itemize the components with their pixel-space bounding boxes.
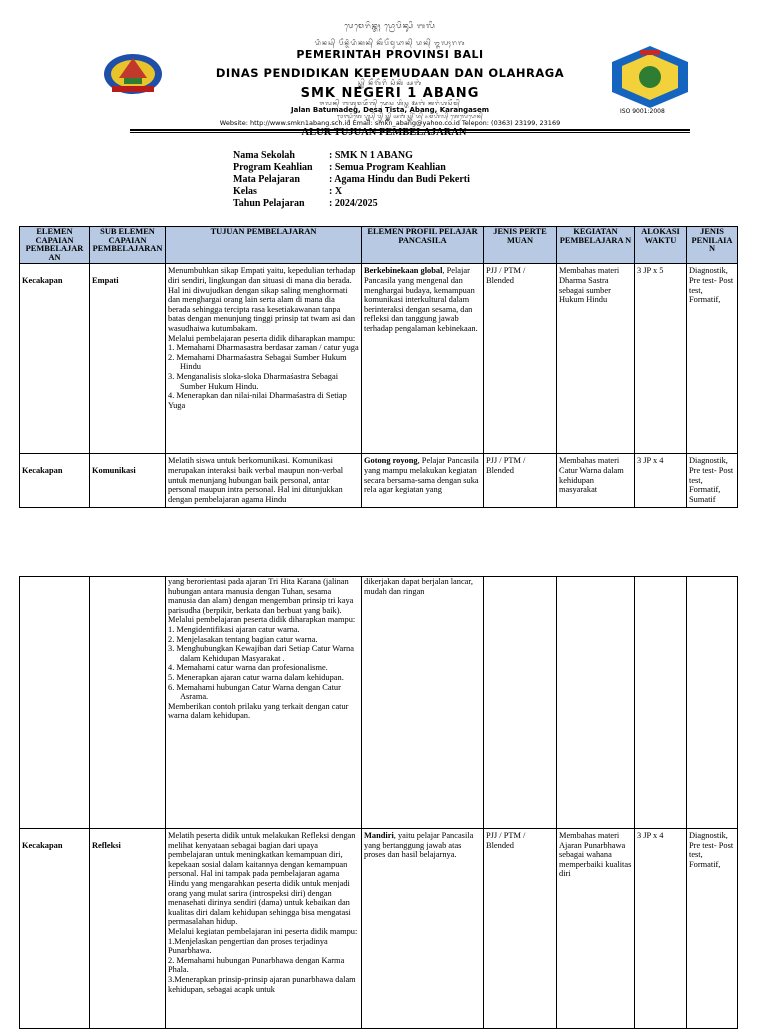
cell-tujuan (166, 577, 362, 829)
cell-sub-elemen: Empati (90, 264, 166, 454)
header-alokasi: ALOKASI WAKTU (635, 227, 687, 264)
tujuan-close: Memberikan contoh prilaku yang terkait dengan catur warna dalam kehidupan. (168, 701, 349, 721)
cell-penilaian (687, 577, 738, 829)
cell-elemen: Kecakapan (20, 829, 90, 1029)
list-item: 6. Memahami hubungan Catur Warna dengan Catur Asrama. (168, 682, 341, 702)
cell-penilaian: Diagnostik, Pre test- Post test, Formatif, (687, 829, 738, 1029)
aksara-school: ᬲ᭄ᬫ᭄ᬓ᭄ ᬦᭂᬕᭂᬭᬶ ᬲᬶᬓᬶ ᬅᬩᬂ (357, 81, 423, 87)
tujuan-intro: yang berorientasi pada ajaran Tri Hita Karana (jalinan hubungan antara manusia dengan Tuhan, sesama manusia dan alam) dengan mengemban prinsip tri kaya parisudha (berpikir, berkata dan berbuat yang baik). (168, 577, 354, 615)
list-item: 4. Menerapkan dan nilai-nilai Dharmaśastra di Setiap Yuga (168, 391, 347, 410)
cell-sub-elemen: Komunikasi (90, 454, 166, 508)
cell-elemen: Kecakapan (20, 264, 90, 454)
info-value: : Agama Hindu dan Budi Pekerti (329, 174, 470, 185)
cell-profil (362, 829, 484, 1029)
cell-profil (362, 454, 484, 508)
cell-kegiatan: Membahas materi Ajaran Punarbhawa sebagai wahana memperbaiki kualitas diri (557, 829, 635, 1029)
profil-dimension: Mandiri (364, 831, 394, 840)
list-item: 1. Memahami Dharmasastra berdasar zaman / catur yuga (168, 343, 359, 353)
cell-kegiatan: Membahas materi Catur Warna dalam kehidupan masyarakat (557, 454, 635, 508)
table-row (20, 454, 738, 508)
cell-penilaian: Diagnostik, Pre test- Post test, Formatif, (687, 264, 738, 454)
list-item: 2. Memahami Dharmaśastra Sebagai Sumber Hukum Hindu (168, 352, 347, 372)
info-row (233, 174, 470, 186)
tujuan-lead: Melalui pembelajaran peserta didik diharapkan mampu: (168, 333, 356, 343)
cell-kegiatan (557, 577, 635, 829)
info-row (233, 198, 470, 210)
list-item: 1. Mengidentifikasi ajaran catur warna. (168, 624, 300, 634)
cell-tujuan (166, 829, 362, 1029)
info-label: Kelas (233, 186, 257, 197)
aksara-dinas: ᬤᬶᬦᬲ᭄ ᬧᭂᬦ᭄ᬤᬶᬤᬶᬓᬦ᭄ ᬓᭂᬧᭂᬫᬸᬤᬵᬦ᭄ ᬤᬦ᭄ ᬑᬮᬄᬭᬕ (314, 41, 466, 47)
info-label: Nama Sekolah (233, 150, 295, 161)
table-row (20, 264, 738, 454)
tujuan-list (168, 625, 359, 702)
cell-elemen (20, 577, 90, 829)
cell-jenis-pertemuan: PJJ / PTM / Blended (484, 454, 557, 508)
tujuan-lead: Melalui kegiatan pembelajaran ini peserta didik mampu: (168, 926, 358, 936)
table-row (20, 829, 738, 1029)
cell-tujuan (166, 264, 362, 454)
info-value: : 2024/2025 (329, 198, 378, 209)
cell-penilaian: Diagnostik, Pre test- Post test, Formatif, Sumatif (687, 454, 738, 508)
tujuan-intro: Menumbuhkan sikap Empati yaitu, kepedulian terhadap diri sendiri, lingkungan dan situasi di mana dia berada. Hal ini diwujudkan dengan sikap saling menghormati dan menghargai orang lain serta alam di mana dia berada sehingga tercipta rasa kesetiakawanan tanpa batas dengan menunjung tinggi prinsip tat twam asi dan wasudhaiwa kutumbakam. (168, 266, 356, 333)
cell-jenis-pertemuan: PJJ / PTM / Blended (484, 829, 557, 1029)
cell-elemen: Kecakapan (20, 454, 90, 508)
header-tujuan: TUJUAN PEMBELAJARAN (166, 227, 362, 264)
info-label: Mata Pelajaran (233, 174, 300, 185)
header-sub-elemen: SUB ELEMEN CAPAIAN PEMBELAJARAN (90, 227, 166, 264)
info-label: Program Keahlian (233, 162, 313, 173)
cell-profil (362, 264, 484, 454)
profil-description: , yaitu pelajar Pancasila yang bertanggung jawab atas proses dan hasil belajarnya. (364, 831, 474, 860)
info-value: : X (329, 186, 343, 197)
cell-tujuan: Melatih siswa untuk berkomunikasi. Komunikasi merupakan interaksi baik verbal maupun non-verbal untuk menunjang hubungan baik personal, antar personal maupun intra personal. Hal ini ditunjukkan dengan pembelajaran agama Hindu (166, 454, 362, 508)
government-name: PEMERINTAH PROVINSI BALI (296, 48, 484, 61)
cell-alokasi (635, 577, 687, 829)
letterhead (90, 22, 690, 130)
cell-jenis-pertemuan: PJJ / PTM / Blended (484, 264, 557, 454)
info-value: : SMK N 1 ABANG (329, 150, 413, 161)
document-title: ALUR TUJUAN PEMBELAJARAN (301, 127, 467, 138)
school-logo-icon (610, 44, 690, 110)
header-elemen: ELEMEN CAPAIAN PEMBELAJAR AN (20, 227, 90, 264)
tujuan-intro: Melatih peserta didik untuk melakukan Refleksi dengan melihat kenyataan sebagai bagian dari upaya pembelajaran untuk meningkatkan kemampuan diri, kepekaan sosial dalam kaitannya dengan kemampuan personal. Hal ini tampak pada pembelajaran agama Hindu yang mengarahkan peserta didik untuk menjadi orang yang mulat sarira (introspeksi diri) dengan menasehati dirinya sendiri (dama) untuk kebaikan dan kualitas diri dalam kehidupan sehingga bisa mengatasi permasalahan hidup. (168, 831, 356, 927)
school-contact: Website: http://www.smkn1abang.sch.id Email: smkn_abang@yahoo.co.id Telepon: (0363) 23199, 23169 (219, 119, 561, 127)
tujuan-lead: Melalui pembelajaran peserta didik diharapkan mampu: (168, 615, 356, 625)
profil-description: , Pelajar Pancasila yang mampu melakukan kegiatan secara bersama-sama dengan suka rela agar kegiatan yang (364, 456, 479, 495)
info-row (233, 186, 470, 198)
profil-dimension: Gotong royong (364, 456, 418, 466)
header-kegiatan: KEGIATAN PEMBELAJARA N (557, 227, 635, 264)
cell-sub-elemen: Refleksi (90, 829, 166, 1029)
profil-dimension: Berkebinekaan global (364, 266, 443, 276)
list-item: 4. Memahami catur warna dan profesionalisme. (168, 663, 328, 673)
cell-alokasi: 3 JP x 4 (635, 829, 687, 1029)
dinas-name: DINAS PENDIDIKAN KEPEMUDAAN DAN OLAHRAGA (215, 66, 565, 80)
learning-flow-table-continued (19, 576, 738, 1029)
learning-flow-table (19, 226, 738, 508)
header-profil: ELEMEN PROFIL PELAJAR PANCASILA (362, 227, 484, 264)
tujuan-list (168, 343, 359, 410)
school-name: SMK NEGERI 1 ABANG (300, 86, 480, 101)
list-item: 3.Menerapkan prinsip-prinsip ajaran punarbhawa dalam kehidupan, sebagai acapk untuk (168, 974, 356, 994)
info-row (233, 150, 470, 162)
list-item: 5. Menerapkan ajaran catur warna dalam kehidupan. (168, 672, 344, 682)
header-jenis-pertemuan: JENIS PERTE MUAN (484, 227, 557, 264)
table-header-row (20, 227, 738, 264)
cell-alokasi: 3 JP x 5 (635, 264, 687, 454)
aksara-web: ᬯᬾᬩ᭄ᬲᬶᬢᬾ ᬳ᭄ᬢ᭄ᬢ᭄ᬧ᭄ ᬯ᭄ᬯ᭄ᬯ᭄ ᬲ᭄ᬫ᭄ᬓ᭄ᬦ᭄ ᬅᬩᬂ ᬲ᭄ᬘ᭄ᬳ᭄ ᬶᬤ᭄ ᬏᬫᬳᬶᬮ᭄ ᬢᬾᬮᬾᬧᭀᬦ᭄ (336, 115, 484, 120)
aksara-address: ᬚᬮᬦ᭄ ᬩᬢᬸᬫᬤᭂᬕ᭄ ᬤᬾᬲ ᬢᬶᬲ᭄ᬢ ᬅᬩᬂ ᬓᬭᬂᬳᬲᭂᬫ᭄ (319, 101, 461, 107)
cell-profil: dikerjakan dapat berjalan lancar, mudah dan ringan (362, 577, 484, 829)
cell-jenis-pertemuan (484, 577, 557, 829)
info-row (233, 162, 470, 174)
aksara-government: ᬧᬾᬫᬾᬭᬶᬦ᭄ᬢᬄ ᬧ᭄ᬭᭀᬧᬶᬦ᭄ᬲᬶ ᬩᬮᬶ (344, 22, 436, 30)
cell-kegiatan: Membahas materi Dharma Sastra sebagai sumber Hukum Hindu (557, 264, 635, 454)
list-item: 3. Menganalisis sloka-sloka Dharmaśastra Sebagai Sumber Hukum Hindu. (168, 371, 339, 391)
iso-certification: ISO 9001:2008 (620, 108, 665, 115)
cell-sub-elemen (90, 577, 166, 829)
info-label: Tahun Pelajaran (233, 198, 305, 209)
profil-description: , Pelajar Pancasila yang mengenal dan menghargai budaya, kemampuan komunikasi interkultural dalam berinteraksi dengan sesama, dan refleksi dan tanggung jawab terhadap pengalaman kebinekaan. (364, 266, 478, 333)
document-info (233, 150, 470, 210)
header-penilaian: JENIS PENILAIA N (687, 227, 738, 264)
table-row (20, 577, 738, 829)
list-item: 1.Menjelaskan pengertian dan proses terjadinya Punarbhawa. (168, 936, 328, 956)
school-address: Jalan Batumadeg, Desa Tista, Abang, Karangasem (290, 106, 490, 114)
cell-alokasi: 3 JP x 4 (635, 454, 687, 508)
list-item: 2. Menjelasakan tentang bagian catur warna. (168, 634, 318, 644)
list-item: 2. Memahami hubungan Punarbhawa dengan Karma Phala. (168, 955, 345, 975)
info-value: : Semua Program Keahlian (329, 162, 446, 173)
list-item: 3. Menghubungkan Kewajiban dari Setiap Catur Warna dalam Kehidupan Masyarakat . (168, 644, 354, 663)
